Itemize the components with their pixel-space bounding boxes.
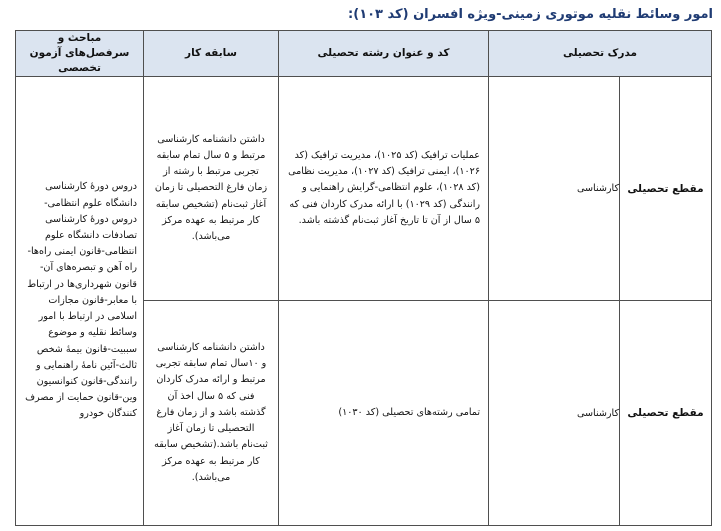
degree-cell: کارشناسی — [489, 77, 620, 301]
header-degree: مدرک تحصیلی — [489, 31, 712, 77]
experience-cell — [144, 301, 279, 526]
field-cell — [279, 77, 489, 301]
header-field: کد و عنوان رشته تحصیلی — [279, 31, 489, 77]
header-topics: مباحث و سرفصل‌های آزمون تخصصی — [16, 31, 144, 77]
topics-cell — [16, 77, 144, 526]
field-text: تمامی رشته‌های تحصیلی (کد ۱۰۳۰) — [338, 406, 480, 418]
requirements-table — [15, 30, 712, 526]
field-text: عملیات ترافیک (کد ۱۰۲۵)، مدیریت ترافیک (کد ۱۰۲۶)، ایمنی ترافیک (کد ۱۰۲۷)، مدیریت نظامی (کد ۱۰۲۸)، علوم انتظامی-گرایش راهنمایی و رانندگی (کد ۱۰۲۹) با ارائه مدرک کاردان فنی که ۵ سال از آن تا تاریخ آغاز ثبت‌نام گذشته باشد. — [288, 149, 480, 226]
table-row — [16, 77, 712, 301]
page-title: امور وسائط نقلیه موتوری زمینی-ویژه افسران (کد ۱۰۳): — [348, 7, 713, 22]
header-experience: سابقه کار — [144, 31, 279, 77]
experience-cell — [144, 77, 279, 301]
table-header-row — [16, 31, 712, 77]
level-cell: مقطع تحصیلی — [620, 77, 712, 301]
experience-text: داشتن دانشنامه کارشناسی و ۱۰سال تمام سابقه تجربی مرتبط و ارائه مدرک کاردان فنی که ۵ سال اخذ آن گذشته باشد و از زمان فارغ التحصیلی تا زمان آغاز ثبت‌نام باشد.(تشخیص سابقه کار مرتبط به عهده مرکز می‌باشد). — [154, 342, 268, 483]
experience-text: داشتن دانشنامه کارشناسی مرتبط و ۵ سال تمام سابقه تجربی مرتبط با رشته از زمان فارغ التحصیلی تا زمان آغاز ثبت‌نام (تشخیص سابقه کار مرتبط به عهده مرکز می‌باشد). — [154, 133, 268, 242]
topics-text: دروس دورهٔ کارشناسی دانشگاه علوم انتظامی-دروس دورهٔ کارشناسی تصادفات دانشگاه علوم انتظامی-قانون ایمنی راه‌ها-راه آهن و تبصره‌های آن-قانون شهرداری‌ها در ارتباط با معابر-قانون مجازات اسلامی در ارتباط با امور وسائط نقلیه و موضوع سببیت-قانون بیمهٔ شخص ثالث-آئین نامهٔ راهنمایی و رانندگی-قانون کنوانسیون وین-قانون حمایت از مصرف کنندگان خودرو — [25, 181, 137, 420]
level-cell: مقطع تحصیلی — [620, 301, 712, 526]
degree-cell: کارشناسی — [489, 301, 620, 526]
field-cell — [279, 301, 489, 526]
